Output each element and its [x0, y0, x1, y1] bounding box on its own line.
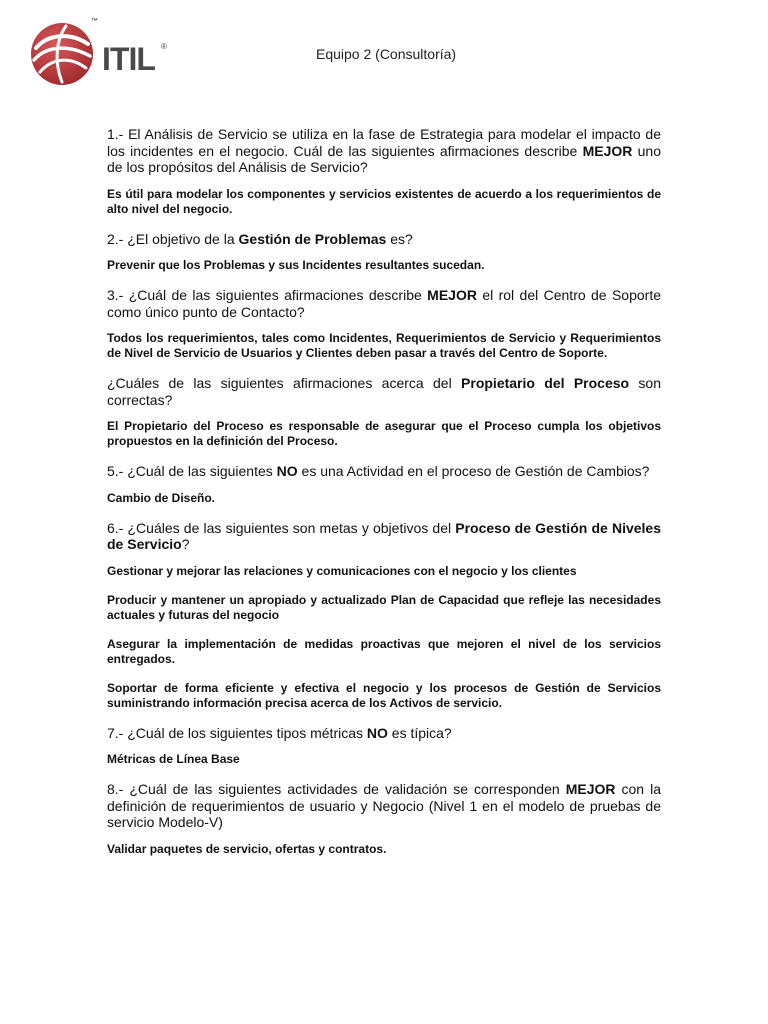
answer-1: Es útil para modelar los componentes y servicios existentes de acuerdo a los requerimientos de alto nivel del negocio.	[107, 186, 661, 216]
question-2: 2.- ¿El objetivo de la Gestión de Problemas es?	[107, 230, 413, 247]
answer-6a: Gestionar y mejorar las relaciones y comunicaciones con el negocio y los clientes	[107, 563, 577, 578]
answer-2: Prevenir que los Problemas y sus Incidentes resultantes sucedan.	[107, 258, 485, 272]
answer-5: Cambio de Diseño.	[107, 490, 216, 505]
answer-3: Todos los requerimientos, tales como Incidentes, Requerimientos de Servicio y Requerimientos de Nivel de Servicio de Usuarios y Clientes deben pasar a través del Centro de Soporte.	[107, 331, 661, 360]
logo-wordmark: ITIL	[102, 41, 155, 77]
logo-trademark: ™	[91, 18, 98, 25]
question-7: 7.- ¿Cuál de los siguientes tipos métricas NO es típica?	[107, 724, 452, 741]
answer-6b: Producir y mantener un apropiado y actualizado Plan de Capacidad que refleje las necesidades actuales y futuras del negocio	[107, 592, 661, 622]
answer-8: Validar paquetes de servicio, ofertas y contratos.	[107, 841, 387, 856]
itil-swirl-icon	[26, 18, 102, 88]
question-3: 3.- ¿Cuál de las siguientes afirmaciones describe MEJOR el rol del Centro de Soporte como único punto de Contacto?	[107, 287, 662, 320]
question-4: ¿Cuáles de las siguientes afirmaciones acerca del Propietario del Proceso son correctas?	[107, 375, 661, 408]
answer-7: Métricas de Línea Base	[107, 752, 240, 766]
answer-4: El Propietario del Proceso es responsable de asegurar que el Proceso cumpla los objetivos propuestos en la definición del Proceso.	[107, 419, 661, 448]
question-5: 5.- ¿Cuál de las siguientes NO es una Actividad en el proceso de Gestión de Cambios?	[107, 463, 650, 479]
question-1: 1.- El Análisis de Servicio se utiliza en la fase de Estrategia para modelar el impacto de los incidentes en el negocio. Cuál de las siguientes afirmaciones describe MEJOR uno de los propósitos del Análisis de Servicio?	[107, 126, 661, 175]
answer-6d: Soportar de forma eficiente y efectiva el negocio y los procesos de Gestión de Servicios suministrando información precisa acerca de los Activos de servicio.	[107, 680, 661, 710]
logo-registered: ®	[161, 42, 167, 51]
answer-6c: Asegurar la implementación de medidas proactivas que mejoren el nivel de los servicios entregados.	[107, 636, 661, 666]
question-6: 6.- ¿Cuáles de las siguientes son metas y objetivos del Proceso de Gestión de Niveles de Servicio?	[107, 519, 661, 552]
page-title: Equipo 2 (Consultoría)	[316, 46, 457, 62]
question-8: 8.- ¿Cuál de las siguientes actividades de validación se corresponden MEJOR con la definición de requerimientos de usuario y Negocio (Nivel 1 en el modelo de pruebas de servicio Modelo-V)	[107, 781, 661, 830]
itil-logo	[26, 18, 176, 88]
question-list	[107, 126, 661, 871]
